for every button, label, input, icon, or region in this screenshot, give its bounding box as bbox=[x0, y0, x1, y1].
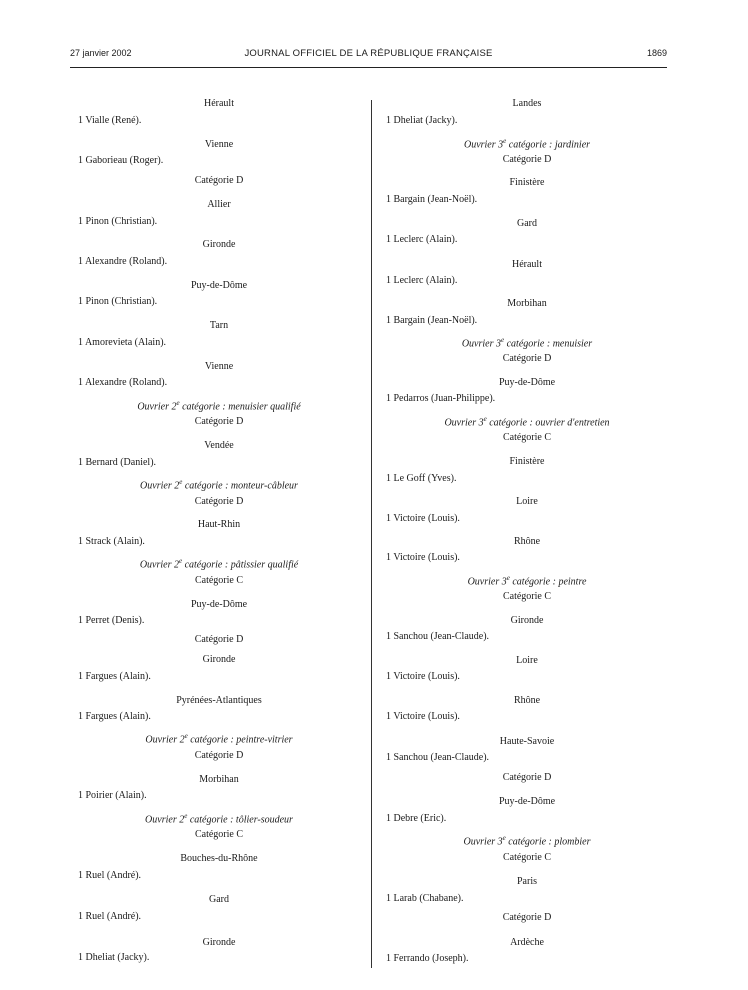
appointee-entry: 1 Perret (Denis). bbox=[78, 615, 145, 626]
appointee-entry: 1 Fargues (Alain). bbox=[78, 711, 151, 722]
department-heading: Puy-de-Dôme bbox=[190, 280, 248, 291]
department-heading: Finistère bbox=[509, 177, 545, 188]
appointee-entry: 1 Bernard (Daniel). bbox=[78, 457, 157, 468]
appointee-entry: 1 Poirier (Alain). bbox=[78, 790, 147, 801]
job-category-heading: Ouvrier 2e catégorie : peintre-vitrier bbox=[145, 732, 293, 746]
department-heading: Finistère bbox=[509, 456, 545, 467]
department-heading: Loire bbox=[516, 496, 538, 507]
department-heading: Rhône bbox=[513, 536, 541, 547]
appointee-entry: 1 Debre (Eric). bbox=[386, 813, 447, 824]
appointee-entry: 1 Dheliat (Jacky). bbox=[386, 115, 458, 126]
appointee-entry: 1 Ruel (André). bbox=[78, 870, 142, 881]
appointee-entry: 1 Ruel (André). bbox=[78, 911, 142, 922]
department-heading: Haut-Rhin bbox=[197, 519, 241, 530]
job-category-heading: Ouvrier 3e catégorie : ouvrier d'entretien bbox=[444, 415, 610, 429]
job-category-heading: Ouvrier 3e catégorie : menuisier bbox=[461, 336, 593, 350]
appointee-entry: 1 Vialle (René). bbox=[78, 115, 142, 126]
category-heading: Catégorie D bbox=[502, 772, 552, 783]
category-heading: Catégorie D bbox=[194, 634, 244, 645]
category-heading: Catégorie D bbox=[502, 154, 552, 165]
department-heading: Paris bbox=[517, 876, 537, 887]
department-heading: Landes bbox=[512, 98, 542, 109]
appointee-entry: 1 Bargain (Jean-Noël). bbox=[386, 315, 478, 326]
appointee-entry: 1 Bargain (Jean-Noël). bbox=[386, 194, 478, 205]
department-heading: Gironde bbox=[202, 654, 236, 665]
appointee-entry: 1 Victoire (Louis). bbox=[386, 513, 460, 524]
appointee-entry: 1 Alexandre (Roland). bbox=[78, 377, 168, 388]
header-rule bbox=[70, 67, 667, 68]
appointee-entry: 1 Larab (Chabane). bbox=[386, 893, 464, 904]
appointee-entry: 1 Pedarros (Juan-Philippe). bbox=[386, 393, 496, 404]
header-date: 27 janvier 2002 bbox=[70, 48, 132, 58]
department-heading: Loire bbox=[516, 655, 538, 666]
appointee-entry: 1 Gaborieau (Roger). bbox=[78, 155, 164, 166]
department-heading: Gironde bbox=[202, 239, 236, 250]
department-heading: Vienne bbox=[204, 139, 234, 150]
appointee-entry: 1 Victoire (Louis). bbox=[386, 671, 460, 682]
category-heading: Catégorie D bbox=[194, 416, 244, 427]
department-heading: Puy-de-Dôme bbox=[498, 796, 556, 807]
department-heading: Tarn bbox=[209, 320, 229, 331]
category-heading: Catégorie C bbox=[502, 432, 552, 443]
page-number: 1869 bbox=[646, 48, 667, 58]
department-heading: Morbihan bbox=[507, 298, 547, 309]
appointee-entry: 1 Amorevieta (Alain). bbox=[78, 337, 167, 348]
department-heading: Hérault bbox=[204, 98, 234, 109]
category-heading: Catégorie D bbox=[194, 496, 244, 507]
appointee-entry: 1 Pinon (Christian). bbox=[78, 216, 158, 227]
category-heading: Catégorie C bbox=[502, 591, 552, 602]
appointee-entry: 1 Pinon (Christian). bbox=[78, 296, 158, 307]
appointee-entry: 1 Sanchou (Jean-Claude). bbox=[386, 631, 490, 642]
department-heading: Gironde bbox=[202, 937, 236, 948]
job-category-heading: Ouvrier 2e catégorie : monteur-câbleur bbox=[140, 478, 298, 492]
department-heading: Vendée bbox=[204, 440, 234, 451]
appointee-entry: 1 Leclerc (Alain). bbox=[386, 234, 458, 245]
category-heading: Catégorie D bbox=[502, 353, 552, 364]
department-heading: Hérault bbox=[512, 259, 542, 270]
appointee-entry: 1 Dheliat (Jacky). bbox=[78, 952, 150, 963]
category-heading: Catégorie C bbox=[502, 852, 552, 863]
category-heading: Catégorie D bbox=[194, 175, 244, 186]
department-heading: Bouches-du-Rhône bbox=[180, 853, 258, 864]
department-heading: Morbihan bbox=[199, 774, 239, 785]
job-category-heading: Ouvrier 3e catégorie : peintre bbox=[467, 574, 587, 588]
appointee-entry: 1 Sanchou (Jean-Claude). bbox=[386, 752, 490, 763]
appointee-entry: 1 Fargues (Alain). bbox=[78, 671, 151, 682]
appointee-entry: 1 Le Goff (Yves). bbox=[386, 473, 457, 484]
column-divider bbox=[371, 100, 372, 968]
department-heading: Pyrénées-Atlantiques bbox=[176, 695, 262, 706]
category-heading: Catégorie C bbox=[194, 829, 244, 840]
job-category-heading: Ouvrier 2e catégorie : menuisier qualifié bbox=[137, 399, 301, 413]
category-heading: Catégorie C bbox=[194, 575, 244, 586]
header-title: JOURNAL OFFICIEL DE LA RÉPUBLIQUE FRANÇAISE bbox=[244, 48, 493, 59]
department-heading: Puy-de-Dôme bbox=[190, 599, 248, 610]
department-heading: Gard bbox=[517, 218, 537, 229]
job-category-heading: Ouvrier 2e catégorie : pâtissier qualifié bbox=[139, 557, 299, 571]
appointee-entry: 1 Leclerc (Alain). bbox=[386, 275, 458, 286]
appointee-entry: 1 Ferrando (Joseph). bbox=[386, 953, 469, 964]
department-heading: Gard bbox=[209, 894, 229, 905]
appointee-entry: 1 Strack (Alain). bbox=[78, 536, 145, 547]
appointee-entry: 1 Victoire (Louis). bbox=[386, 552, 460, 563]
department-heading: Vienne bbox=[204, 361, 234, 372]
department-heading: Haute-Savoie bbox=[499, 736, 555, 747]
job-category-heading: Ouvrier 2e catégorie : tôlier-soudeur bbox=[145, 812, 293, 826]
job-category-heading: Ouvrier 3e catégorie : jardinier bbox=[463, 137, 591, 151]
department-heading: Rhône bbox=[513, 695, 541, 706]
category-heading: Catégorie D bbox=[502, 912, 552, 923]
page-header bbox=[70, 48, 667, 64]
appointee-entry: 1 Victoire (Louis). bbox=[386, 711, 460, 722]
department-heading: Ardèche bbox=[510, 937, 544, 948]
department-heading: Puy-de-Dôme bbox=[498, 377, 556, 388]
category-heading: Catégorie D bbox=[194, 750, 244, 761]
department-heading: Gironde bbox=[510, 615, 544, 626]
department-heading: Allier bbox=[207, 199, 231, 210]
job-category-heading: Ouvrier 3e catégorie : plombier bbox=[463, 834, 591, 848]
appointee-entry: 1 Alexandre (Roland). bbox=[78, 256, 168, 267]
